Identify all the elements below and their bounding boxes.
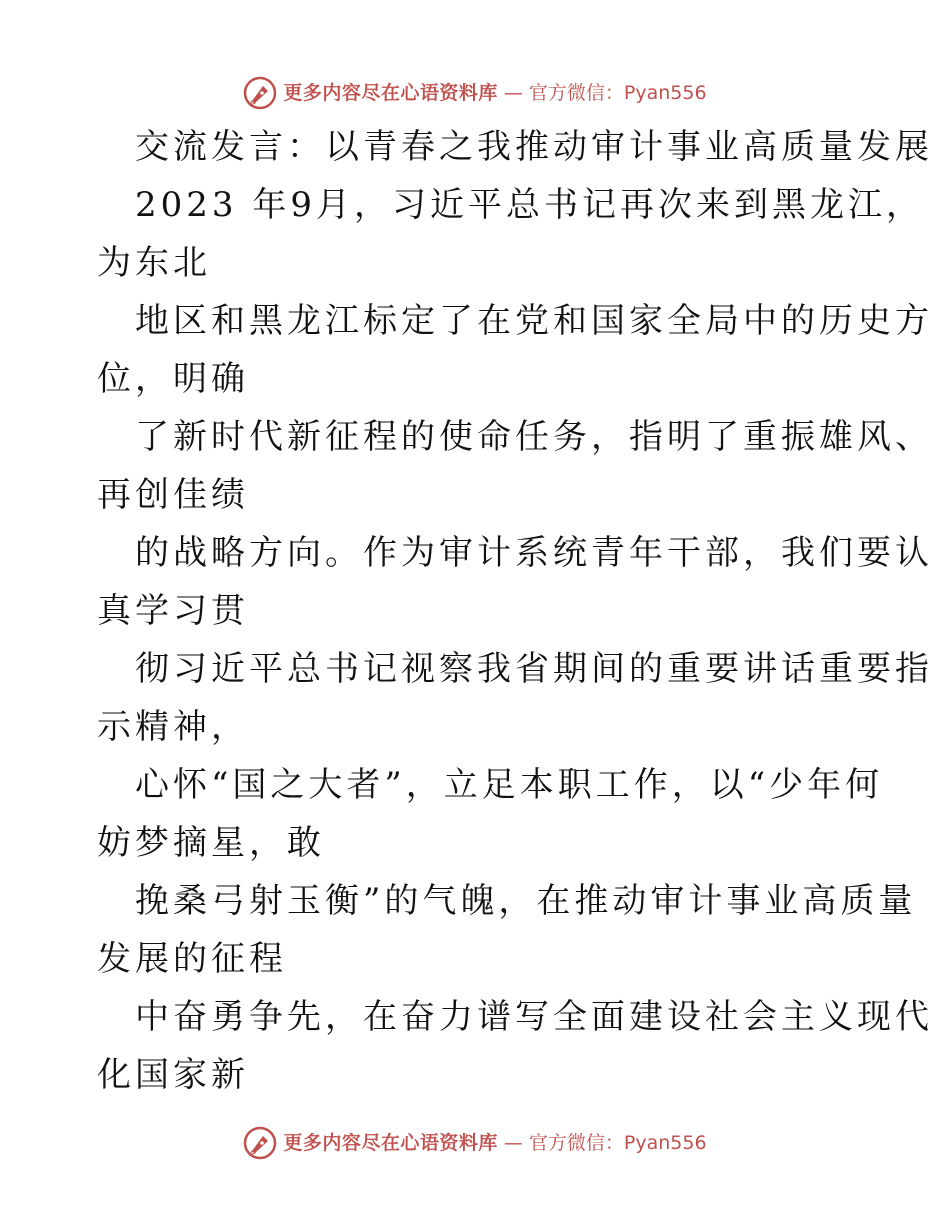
paragraph-line: 彻习近平总书记视察我省期间的重要讲话重要指 — [135, 649, 933, 689]
paragraph-line: 位，明确 — [97, 359, 249, 399]
paragraph-line: 示精神， — [97, 707, 249, 747]
paragraph-line: 2023 年9月，习近平总书记再次来到黑龙江， — [135, 185, 924, 225]
paragraph-line: 心怀“国之大者”，立足本职工作，以“少年何 — [135, 765, 884, 805]
watermark-contact-text: 官方微信：Pyan556 — [528, 82, 707, 104]
paragraph-line: 妨梦摘星，敢 — [97, 823, 325, 863]
paragraph-line: 地区和黑龙江标定了在党和国家全局中的历史方 — [135, 301, 933, 341]
paragraph-line: 挽桑弓射玉衡”的气魄，在推动审计事业高质量 — [135, 881, 917, 921]
paragraph-line: 再创佳绩 — [97, 475, 249, 515]
paragraph-line: 了新时代新征程的使命任务，指明了重振雄风、 — [135, 417, 933, 457]
paragraph-line: 化国家新 — [97, 1055, 249, 1095]
watermark-dash: — — [503, 1132, 523, 1154]
paragraph-line: 中奋勇争先，在奋力谱写全面建设社会主义现代 — [135, 997, 933, 1037]
watermark-footer — [0, 1126, 950, 1160]
watermark-site-text: 更多内容尽在心语资料库 — [283, 82, 498, 104]
watermark-dash: — — [503, 82, 523, 104]
paragraph-line: 真学习贯 — [97, 591, 249, 631]
paragraph-line: 发展的征程 — [97, 939, 287, 979]
paragraph-line: 的战略方向。作为审计系统青年干部，我们要认 — [135, 533, 933, 573]
watermark-site-text: 更多内容尽在心语资料库 — [283, 1132, 498, 1154]
document-body — [97, 118, 933, 1104]
document-title: 交流发言：以青春之我推动审计事业高质量发展 — [135, 127, 933, 167]
watermark-contact-text: 官方微信：Pyan556 — [528, 1132, 707, 1154]
watermark-header — [0, 76, 950, 110]
paragraph-line: 为东北 — [97, 243, 211, 283]
pen-nib-logo-icon — [243, 1126, 277, 1160]
pen-nib-logo-icon — [243, 76, 277, 110]
